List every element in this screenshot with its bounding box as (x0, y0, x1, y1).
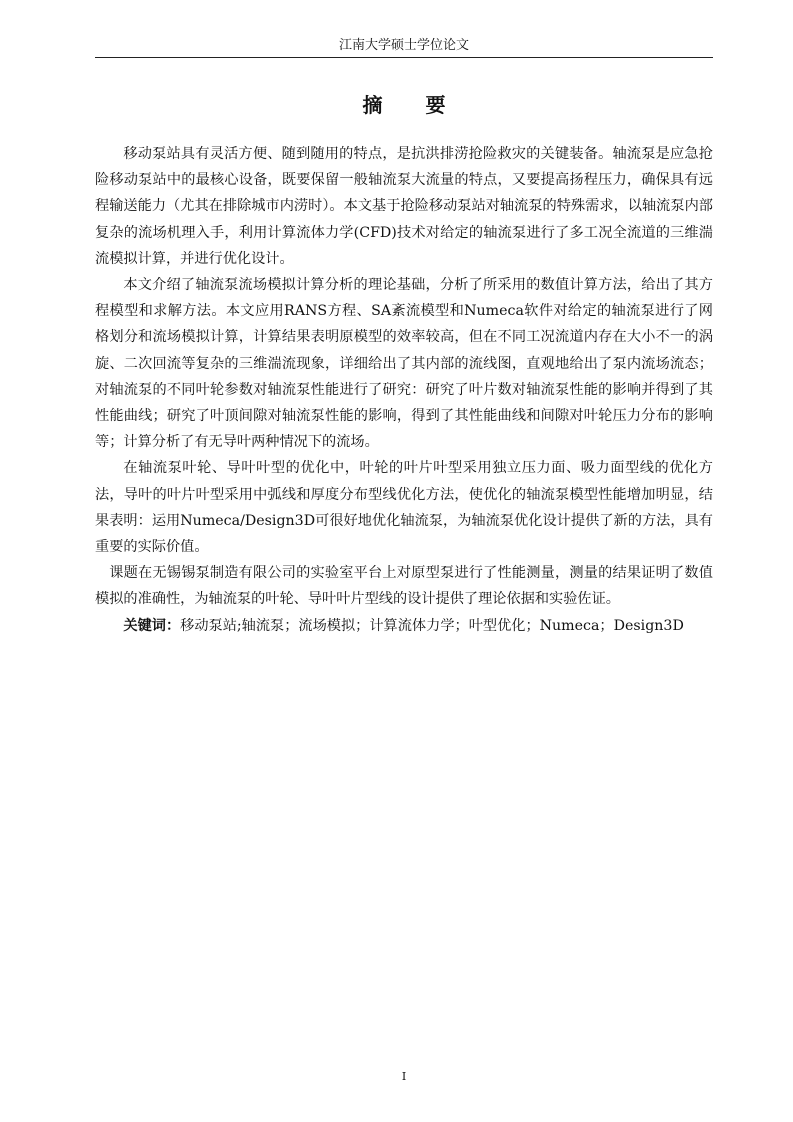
page-number: I (401, 1070, 407, 1083)
header-rule (95, 57, 713, 58)
running-header: 江南大学硕士学位论文 (338, 38, 469, 53)
abstract-paragraph-3: 在轴流泵叶轮、导叶叶型的优化中，叶轮的叶片叶型采用独立压力面、吸力面型线的优化方法，导叶的叶片叶型采用中弧线和厚度分布型线优化方法，使优化的轴流泵模型性能增加明显，结果表明：运用Numeca/Design3D可很好地优化轴流泵，为轴流泵优化设计提供了新的方法，具有重要的实际价值。 (95, 460, 713, 556)
keywords-text: 移动泵站;轴流泵；流场模拟；计算流体力学；叶型优化；Numeca；Design3D (180, 617, 684, 634)
abstract-title: 摘 要 (362, 93, 464, 117)
abstract-paragraph-1: 移动泵站具有灵活方便、随到随用的特点，是抗洪排涝抢险救灾的关键装备。轴流泵是应急抢险移动泵站中的最核心设备，既要保留一般轴流泵大流量的特点，又要提高扬程压力，确保具有远程输送能力（尤其在排除城市内涝时）。本文基于抢险移动泵站对轴流泵的特殊需求，以轴流泵内部复杂的流场机理入手，利用计算流体力学(CFD)技术对给定的轴流泵进行了多工况全流道的三维湍流模拟计算，并进行优化设计。 (95, 146, 713, 267)
abstract-paragraph-2: 本文介绍了轴流泵流场模拟计算分析的理论基础，分析了所采用的数值计算方法，给出了其方程模型和求解方法。本文应用RANS方程、SA紊流模型和Numeca软件对给定的轴流泵进行了网格划分和流场模拟计算，计算结果表明原模型的效率较高，但在不同工况流道内存在大小不一的涡旋、二次回流等复杂的三维湍流现象，详细给出了其内部的流线图，直观地给出了泵内流场流态；对轴流泵的不同叶轮参数对轴流泵性能进行了研究：研究了叶片数对轴流泵性能的影响并得到了其性能曲线；研究了叶顶间隙对轴流泵性能的影响，得到了其性能曲线和间隙对叶轮压力分布的影响等；计算分析了有无导叶两种情况下的流场。 (95, 277, 713, 451)
abstract-body (95, 141, 713, 639)
keywords-label: 关键词： (123, 617, 181, 634)
abstract-paragraph-4: 课题在无锡锡泵制造有限公司的实验室平台上对原型泵进行了性能测量，测量的结果证明了数值模拟的准确性，为轴流泵的叶轮、导叶叶片型线的设计提供了理论依据和实验佐证。 (95, 565, 713, 608)
keywords-line (95, 613, 713, 639)
